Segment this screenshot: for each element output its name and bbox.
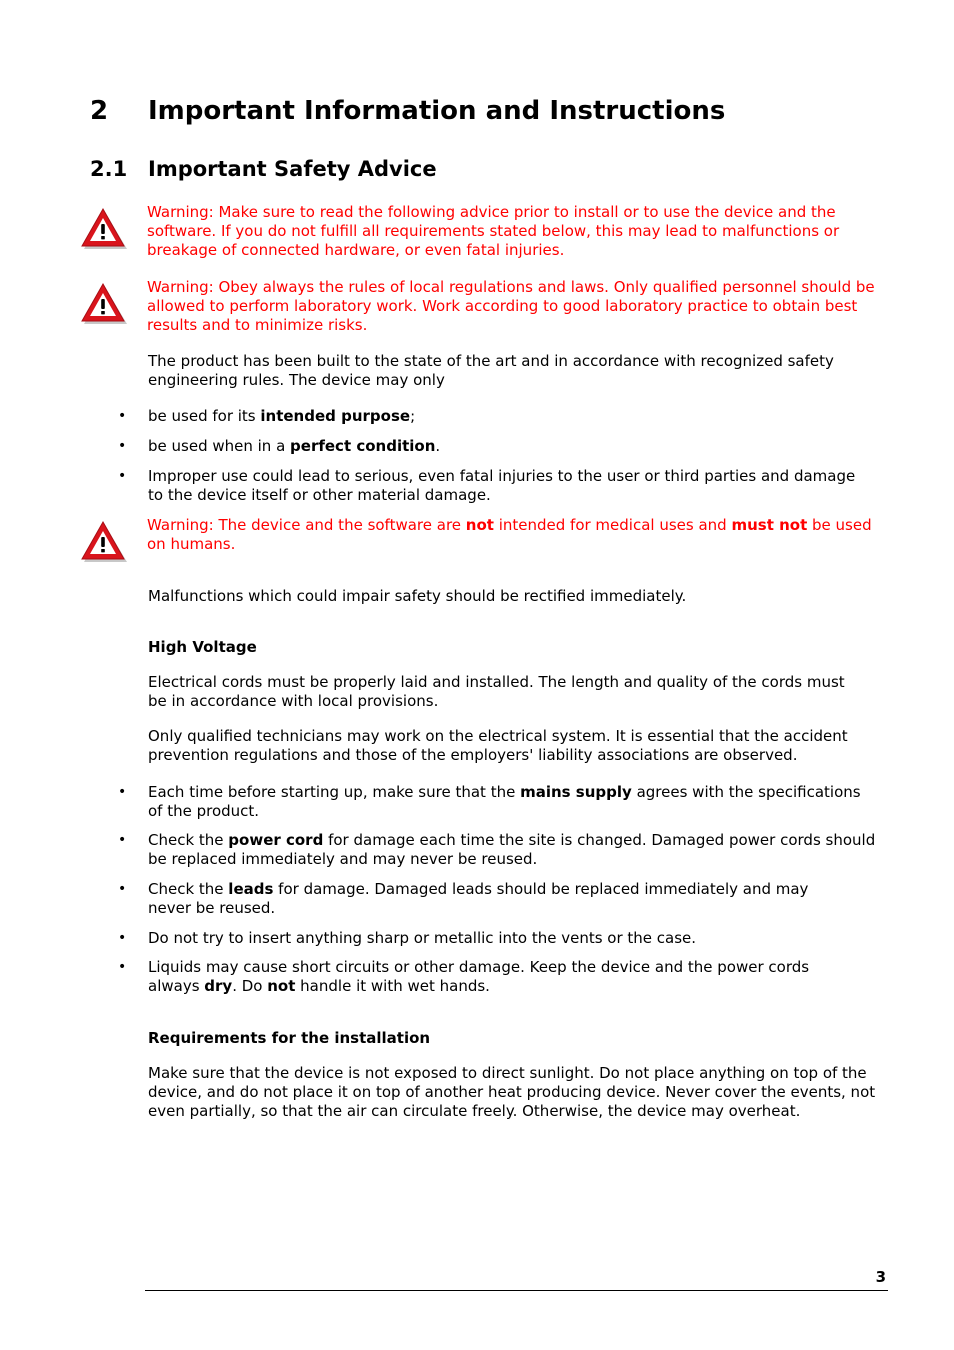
bullet: • bbox=[118, 408, 127, 424]
page-number: 3 bbox=[875, 1268, 886, 1286]
list-item bbox=[148, 407, 878, 426]
list-item-bold: dry bbox=[204, 977, 233, 995]
list-item-bold: leads bbox=[228, 880, 274, 898]
chapter-title: Important Information and Instructions bbox=[148, 96, 726, 126]
bullet: • bbox=[118, 959, 127, 975]
list-item-text: be used for its bbox=[148, 407, 261, 425]
warning-triangle-icon bbox=[80, 206, 128, 250]
section-heading bbox=[90, 155, 437, 183]
footer-divider bbox=[145, 1290, 888, 1291]
list-item: Improper use could lead to serious, even fatal injuries to the user or third parties and damage to the device itself or other material damage. bbox=[148, 467, 856, 504]
warning-text-1: Warning: Make sure to read the following advice prior to install or to use the device and the software. If you do not fulfill all requirements stated below, this may lead to malfunctions or breakage of connected hardware, or even fatal injuries. bbox=[147, 203, 840, 259]
list-item-text: ; bbox=[410, 407, 416, 425]
list-item bbox=[148, 958, 863, 996]
list-item-text: Check the bbox=[148, 880, 229, 898]
list-item-text: . Do bbox=[232, 977, 268, 995]
list-item bbox=[148, 831, 878, 869]
section-number: 2.1 bbox=[90, 157, 128, 181]
warning-triangle-icon bbox=[80, 519, 128, 563]
list-item bbox=[148, 783, 863, 821]
list-item-text: handle it with wet hands. bbox=[295, 977, 490, 995]
warning-triangle-icon bbox=[80, 281, 128, 325]
list-item-bold: intended purpose bbox=[260, 407, 411, 425]
malfunctions-paragraph: Malfunctions which could impair safety should be rectified immediately. bbox=[148, 587, 687, 605]
bullet: • bbox=[118, 784, 127, 800]
list-item bbox=[148, 437, 878, 456]
intro-paragraph: The product has been built to the state of the art and in accordance with recognized safety engineering rules. The device may only bbox=[148, 352, 834, 389]
warning-text-3 bbox=[147, 516, 877, 554]
installation-heading: Requirements for the installation bbox=[148, 1029, 431, 1047]
list-item-bold: not bbox=[267, 977, 296, 995]
chapter-number: 2 bbox=[90, 96, 109, 126]
warning-bold: must not bbox=[731, 516, 808, 534]
list-item: Do not try to insert anything sharp or metallic into the vents or the case. bbox=[148, 929, 697, 947]
installation-paragraph: Make sure that the device is not exposed to direct sunlight. Do not place anything on top of the device, and do not place it on top of another heat producing device. Never cover the events, not even partially, so that the air can circulate freely. Otherwise, the device may overheat. bbox=[148, 1064, 876, 1120]
warning-text: be used on humans. bbox=[147, 516, 872, 553]
list-item-text: . bbox=[435, 437, 441, 455]
bullet: • bbox=[118, 930, 127, 946]
chapter-heading bbox=[90, 94, 725, 128]
list-item-text: be used when in a bbox=[148, 437, 291, 455]
list-item-text: Liquids may cause short circuits or other damage. Keep the device and the power cords always bbox=[148, 958, 810, 995]
list-item bbox=[148, 880, 853, 918]
list-item-text: agrees with the specifications of the product. bbox=[148, 783, 861, 820]
warning-bold: not bbox=[465, 516, 494, 534]
high-voltage-paragraph-2: Only qualified technicians may work on the electrical system. It is essential that the accident prevention regulations and those of the employers' liability associations are observed. bbox=[148, 727, 848, 764]
list-item-bold: mains supply bbox=[520, 783, 632, 801]
high-voltage-paragraph-1: Electrical cords must be properly laid and installed. The length and quality of the cords must be in accordance with local provisions. bbox=[148, 673, 845, 710]
bullet: • bbox=[118, 881, 127, 897]
bullet: • bbox=[118, 438, 127, 454]
list-item-bold: power cord bbox=[228, 831, 324, 849]
list-item-text: for damage each time the site is changed. Damaged power cords should be replaced immediately and may never be reused. bbox=[148, 831, 876, 868]
list-item-text: Check the bbox=[148, 831, 229, 849]
high-voltage-heading: High Voltage bbox=[148, 638, 257, 656]
warning-text: intended for medical uses and bbox=[493, 516, 732, 534]
list-item-text: for damage. Damaged leads should be replaced immediately and may never be reused. bbox=[148, 880, 809, 917]
bullet: • bbox=[118, 468, 127, 484]
warning-text-2: Warning: Obey always the rules of local regulations and laws. Only qualified personnel should be allowed to perform laboratory work. Work according to good laboratory practice to obtain best results and to minimize risks. bbox=[147, 278, 875, 334]
list-item-text: Each time before starting up, make sure that the bbox=[148, 783, 521, 801]
section-title: Important Safety Advice bbox=[148, 157, 437, 181]
bullet: • bbox=[118, 832, 127, 848]
warning-text: Warning: The device and the software are bbox=[147, 516, 466, 534]
list-item-bold: perfect condition bbox=[290, 437, 436, 455]
